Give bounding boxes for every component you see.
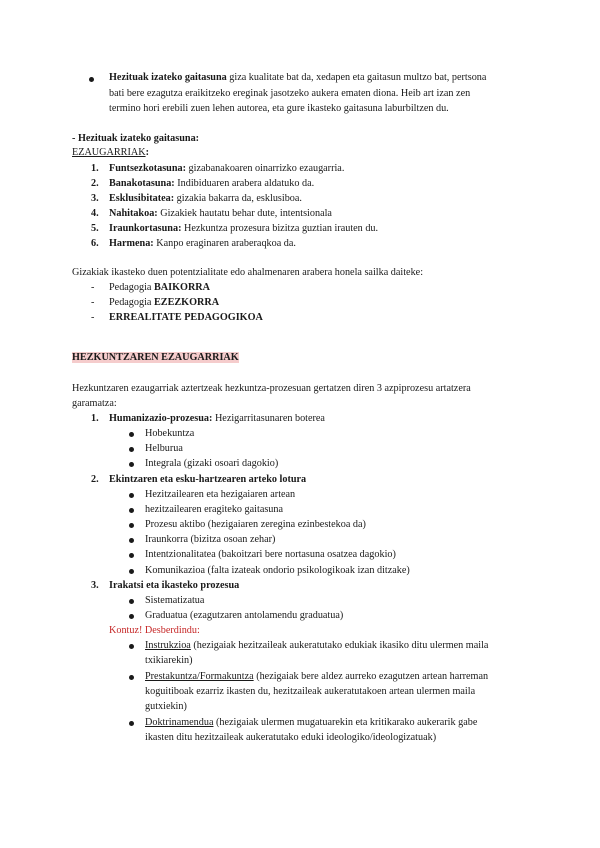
distinction-line (145, 699, 187, 714)
process-bullet: Iraunkorra (bizitza osoan zehar) (145, 534, 276, 546)
distinction-text: gutxiekin) (145, 701, 187, 713)
trait-item (109, 236, 296, 251)
process-number: 1. (91, 413, 99, 424)
bullet-icon (129, 462, 134, 467)
process-bullet: Hezitzailearen eta hezigaiaren artean (145, 488, 296, 500)
pedagogy-prefix: Pedagogia (109, 282, 154, 293)
distinction-text: (hezigaiak hezitzaileak aukeratutako edukiak ikasiko ditu ulermen maila (190, 640, 489, 652)
process-bullet: Hobekuntza (145, 428, 195, 439)
distinction-text: txikiarekin) (145, 655, 193, 667)
hezkuntza-intro-line-1: Hezkuntzaren ezaugarriak aztertzeak hezkuntza-prozesuan gertatzen diren 3 azpiprozesu artatzera (72, 383, 471, 394)
intro-term: Hezituak izateko gaitasuna (109, 72, 227, 83)
process-name: Irakatsi eta ikasteko prozesua (109, 579, 240, 591)
trait-number: 6. (91, 238, 99, 249)
bullet-icon (129, 553, 134, 558)
hezkuntza-intro-line-2: garamatza: (72, 398, 117, 409)
trait-name: Esklusibitatea: (109, 193, 175, 204)
intro-line-3: termino hori erebili zuen lehen autorea, eta gure ikasteko gaitasuna laburbiltzen du. (109, 103, 449, 114)
process-item (109, 411, 325, 426)
trait-number: 2. (91, 178, 99, 189)
distinction-line (145, 669, 488, 684)
pedagogy-name: ERREALITATE PEDAGOGIKOA (109, 312, 263, 323)
distinction-text: ikasten ditu hezitzaileak aukeratutako eduki ideologiko/ideologizatuak) (145, 732, 437, 744)
bullet-icon (129, 432, 134, 437)
process-bullet: Komunikazioa (falta izateak ondorio psikologikoak izan ditzake) (145, 564, 410, 576)
bullet-icon (129, 721, 134, 726)
process-name: Ekintzaren eta esku-hartzearen arteko lotura (109, 473, 307, 485)
trait-name: Nahitakoa: (109, 208, 158, 219)
trait-name: Banakotasuna: (109, 178, 175, 189)
process-bullet: Prozesu aktibo (hezigaiaren zereginа ezinbestekoa da) (145, 519, 366, 530)
distinction-line (145, 638, 488, 653)
process-description: Hezigarritasunaren boterea (214, 413, 325, 424)
distinction-text: (hezigaiak ulermen mugatuarekin eta kritikarako aukerarik gabe (213, 717, 478, 729)
process-bullet: Graduatua (ezagutzaren antolamendu graduatua) (145, 610, 344, 621)
trait-description: Gizakiek hautatu behar dute, intentsionala (160, 208, 332, 219)
bullet-icon (129, 569, 134, 574)
dash-icon: - (91, 312, 95, 323)
distinction-text: koguitiboak ezarriz ikasten du, hezitzaileak aukeratutakoen artean ulermen maila (145, 686, 476, 698)
distinction-text: (hezigaiak bere aldez aurreko ezagutzen artean harreman (253, 671, 489, 683)
distinction-line (145, 730, 436, 745)
bullet-icon (129, 508, 134, 513)
trait-item (109, 191, 302, 206)
trait-description: gizakia bakarra da, esklusiboa. (176, 193, 302, 204)
trait-item (109, 221, 378, 236)
trait-name: Harmena: (109, 238, 154, 249)
warning-label: Kontuz! Desberdindu: (109, 625, 200, 637)
dash-icon: - (91, 282, 95, 293)
dash-icon: - (91, 297, 95, 308)
intro-line-1: Hezituak izateko gaitasuna giza kualitate bat da, xedapen eta gaitasun multzo bat, pertsona (109, 72, 487, 83)
trait-item (109, 176, 314, 191)
ezaugarriak-label: EZAUGARRIAK: (72, 147, 149, 158)
hezkuntza-heading: HEZKUNTZAREN EZAUGARRIAK (72, 352, 239, 363)
bullet-icon (129, 493, 134, 498)
trait-description: gizabanakoaren oinarrizko ezaugarria. (188, 163, 345, 174)
pedagogy-prefix: Pedagogia (109, 297, 154, 308)
trait-number: 4. (91, 208, 99, 219)
bullet-icon (129, 538, 134, 543)
pedagogy-name: BAIKORRA (153, 282, 211, 293)
trait-description: Hezkuntza prozesura bizitza guztian irauten du. (184, 223, 379, 234)
pedagogy-intro: Gizakiak ikasteko duen potentzialitate edo ahalmenaren arabera honela sailka daiteke: (72, 267, 424, 278)
trait-number: 3. (91, 193, 99, 204)
bullet-icon (129, 644, 134, 649)
pedagogy-item (109, 280, 210, 295)
process-bullet: Sistematizatua (145, 594, 205, 606)
process-name: Humanizazio-prozesua: (109, 413, 213, 424)
bullet-icon (129, 523, 134, 528)
distinction-line (145, 715, 477, 730)
trait-item (109, 161, 344, 176)
bullet-icon (129, 675, 134, 680)
trait-number: 1. (91, 163, 99, 174)
process-bullet: Integrala (gizaki osoari dagokio) (145, 458, 279, 470)
distinction-term: Doktrinamendua (145, 717, 214, 729)
trait-name: Funtsezkotasuna: (109, 163, 186, 174)
distinction-term: Prestakuntza/Formakuntza (145, 671, 254, 683)
pedagogy-name: EZEZKORRA (153, 297, 220, 308)
trait-item (109, 206, 332, 221)
intro-line-2: bati bere ezagutza eraikitzeko ereginak jasotzeko aukera ematen diona. Heib art izan zen (109, 88, 471, 99)
bullet-icon (129, 614, 134, 619)
pedagogy-item (109, 310, 263, 325)
bullet-icon (129, 599, 134, 604)
process-number: 2. (91, 473, 99, 485)
process-bullet: hezitzailearen eragiteko gaitasuna (145, 503, 284, 515)
trait-name: Iraunkortasuna: (109, 223, 182, 234)
bullet-icon (89, 77, 94, 82)
trait-number: 5. (91, 223, 99, 234)
process-item (109, 578, 239, 593)
process-item (109, 472, 306, 487)
section-heading-gaitasuna: - Hezituak izateko gaitasuna: (72, 133, 200, 144)
distinction-term: Instrukzioa (145, 640, 191, 652)
distinction-line (145, 684, 475, 699)
trait-description: Indibiduaren arabera aldatuko da. (177, 178, 315, 189)
process-bullet: Helburua (145, 443, 183, 455)
distinction-line (145, 653, 193, 668)
pedagogy-item (109, 295, 219, 310)
bullet-icon (129, 447, 134, 452)
trait-description: Kanpo eraginaren araberaqkoa da. (156, 238, 296, 249)
process-bullet: Intentzionalitatea (bakoitzari bere nortasuna osatzea dagokio) (145, 549, 396, 561)
process-number: 3. (91, 579, 99, 591)
